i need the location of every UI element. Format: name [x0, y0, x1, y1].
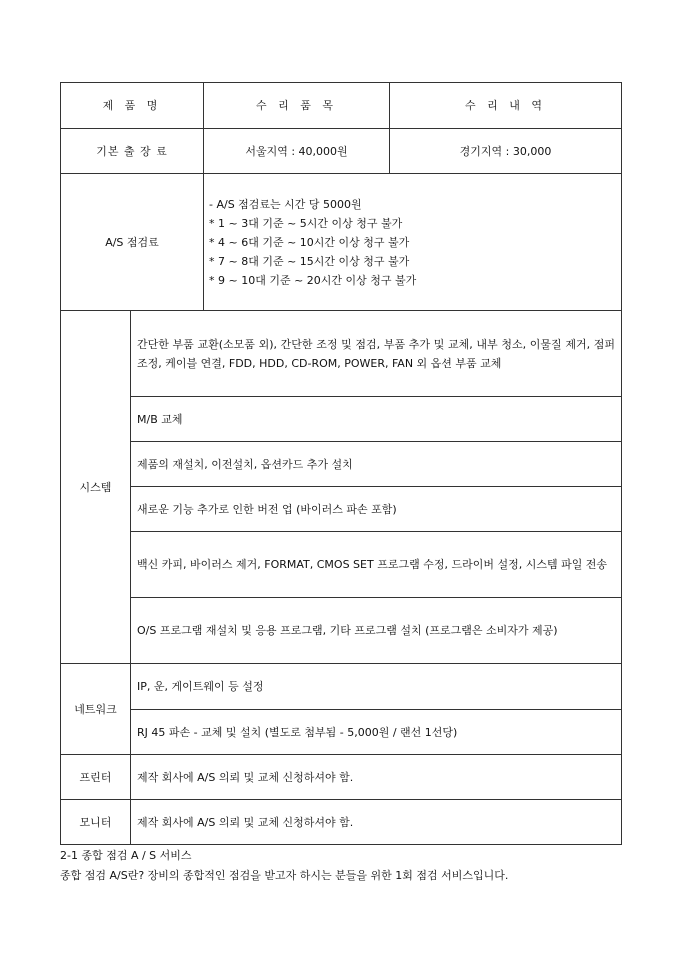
system-row	[61, 311, 622, 397]
monitor-row	[61, 800, 622, 845]
printer-row	[61, 755, 622, 800]
footer-section	[60, 846, 640, 886]
repair-detail-header: 수 리 내 역	[390, 83, 622, 129]
system-row	[61, 442, 622, 487]
system-row	[61, 397, 622, 442]
inspection-fee-label: A/S 점검료	[61, 174, 204, 311]
inspection-fee-row	[61, 174, 622, 311]
inspection-line: - A/S 점검료는 시간 당 5000원	[209, 197, 362, 211]
network-row	[61, 664, 622, 710]
basic-fee-label: 기본 출 장 료	[61, 129, 204, 174]
inspection-line: * 7 ~ 8대 기준 ~ 15시간 이상 청구 불가	[209, 254, 410, 268]
network-item: RJ 45 파손 - 교체 및 설치 (별도로 첨부됨 - 5,000원 / 랜선 1선당)	[131, 710, 622, 755]
system-item: 백신 카피, 바이러스 제거, FORMAT, CMOS SET 프로그램 수정, 드라이버 설정, 시스템 파일 전송	[131, 532, 622, 598]
network-label: 네트워크	[61, 664, 131, 755]
inspection-line: * 9 ~ 10대 기준 ~ 20시간 이상 청구 불가	[209, 273, 417, 287]
system-item: 새로운 기능 추가로 인한 버전 업 (바이러스 파손 포함)	[131, 487, 622, 532]
seoul-fee: 서울지역 : 40,000원	[204, 129, 390, 174]
system-row	[61, 598, 622, 664]
monitor-text: 제작 회사에 A/S 의뢰 및 교체 신청하셔야 함.	[131, 800, 622, 845]
system-item: 간단한 부품 교환(소모품 외), 간단한 조정 및 점검, 부품 추가 및 교체, 내부 청소, 이물질 제거, 점퍼 조정, 케이블 연결, FDD, HDD, CD-ROM, POWER, FAN 외 옵션 부품 교체	[131, 311, 622, 397]
gyeonggi-fee: 경기지역 : 30,000	[390, 129, 622, 174]
system-row	[61, 532, 622, 598]
system-item: M/B 교체	[131, 397, 622, 442]
repair-fee-table	[60, 82, 622, 845]
system-row	[61, 487, 622, 532]
inspection-fee-details	[204, 174, 622, 311]
basic-fee-row	[61, 129, 622, 174]
system-item: O/S 프로그램 재설치 및 응용 프로그램, 기타 프로그램 설치 (프로그램은 소비자가 제공)	[131, 598, 622, 664]
monitor-label: 모니터	[61, 800, 131, 845]
system-item: 제품의 재설치, 이전설치, 옵션카드 추가 설치	[131, 442, 622, 487]
printer-text: 제작 회사에 A/S 의뢰 및 교체 신청하셔야 함.	[131, 755, 622, 800]
printer-label: 프린터	[61, 755, 131, 800]
footer-heading: 2-1 종합 점검 A / S 서비스	[60, 849, 192, 862]
header-row	[61, 83, 622, 129]
footer-text: 종합 점검 A/S란? 장비의 종합적인 점검을 받고자 하시는 분들을 위한 1회 점검 서비스입니다.	[60, 869, 509, 882]
network-row	[61, 710, 622, 755]
inspection-line: * 1 ~ 3대 기준 ~ 5시간 이상 청구 불가	[209, 216, 403, 230]
product-name-header: 제 품 명	[61, 83, 204, 129]
inspection-line: * 4 ~ 6대 기준 ~ 10시간 이상 청구 불가	[209, 235, 410, 249]
service-fee-document	[60, 82, 621, 845]
repair-item-header: 수 리 품 목	[204, 83, 390, 129]
network-item: IP, 운, 게이트웨이 등 설정	[131, 664, 622, 710]
system-label: 시스템	[61, 311, 131, 664]
